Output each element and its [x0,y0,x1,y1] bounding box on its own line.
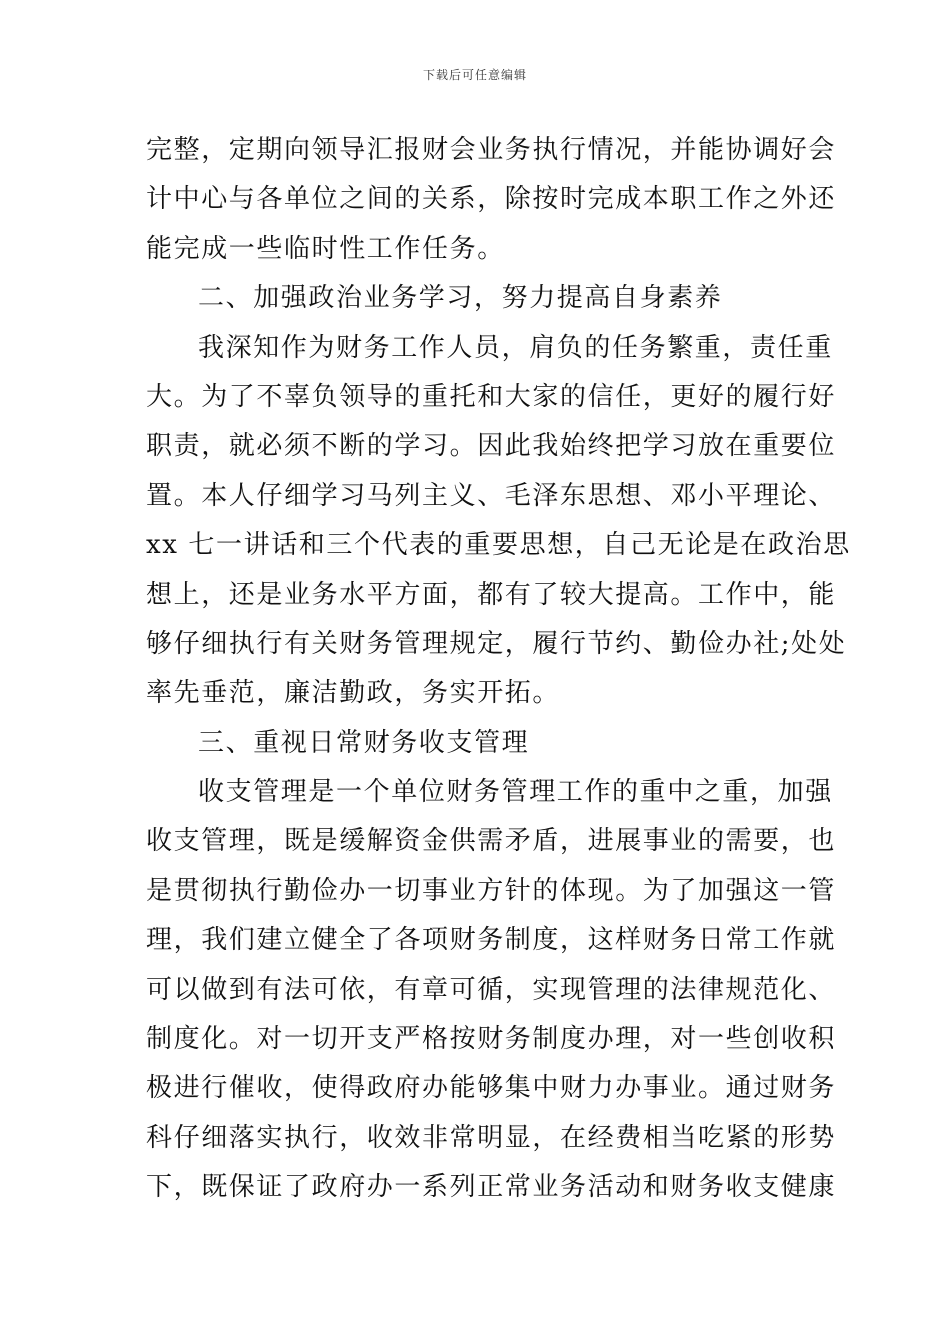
text-line: 能完成一些临时性工作任务。 [146,233,505,264]
text-line: 理，我们建立健全了各项财务制度，这样财务日常工作就 [146,925,837,956]
text-line: 收支管理是一个单位财务管理工作的重中之重，加强 [198,777,833,808]
text-line: 想上，还是业务水平方面，都有了较大提高。工作中，能 [146,579,837,610]
text-line: xx 七一讲话和三个代表的重要思想，自己无论是在政治思 [146,530,851,561]
text-line: 我深知作为财务工作人员，肩负的任务繁重，责任重 [198,332,833,363]
text-line: 科仔细落实执行，收效非常明显，在经费相当吃紧的形势 [146,1122,837,1153]
header-note: 下载后可任意编辑 [422,68,527,82]
text-line: 极进行催收，使得政府办能够集中财力办事业。通过财务 [146,1073,837,1104]
text-line: 计中心与各单位之间的关系，除按时完成本职工作之外还 [146,184,837,215]
text-line: 够仔细执行有关财务管理规定，履行节约、勤俭办社;处处 [146,628,847,659]
text-line: 率先垂范，廉洁勤政，务实开拓。 [146,678,561,709]
text-line: 置。本人仔细学习马列主义、毛泽东思想、邓小平理论、 [146,480,837,511]
document-body [146,126,851,1213]
section-heading: 二、加强政治业务学习，努力提高自身素养 [198,283,723,314]
text-line: 可以做到有法可依，有章可循，实现管理的法律规范化、 [146,974,837,1005]
text-line: 收支管理，既是缓解资金供需矛盾，进展事业的需要，也 [146,826,837,857]
text-line: 大。为了不辜负领导的重托和大家的信任，更好的履行好 [146,381,837,412]
text-line: 是贯彻执行勤俭办一切事业方针的体现。为了加强这一管 [146,875,837,906]
text-line: 制度化。对一切开支严格按财务制度办理，对一些创收积 [146,1024,837,1055]
text-line: 职责，就必须不断的学习。因此我始终把学习放在重要位 [146,431,837,462]
section-heading: 三、重视日常财务收支管理 [198,727,530,758]
text-line: 完整，定期向领导汇报财会业务执行情况，并能协调好会 [146,135,837,165]
text-line: 下，既保证了政府办一系列正常业务活动和财务收支健康 [146,1172,837,1203]
